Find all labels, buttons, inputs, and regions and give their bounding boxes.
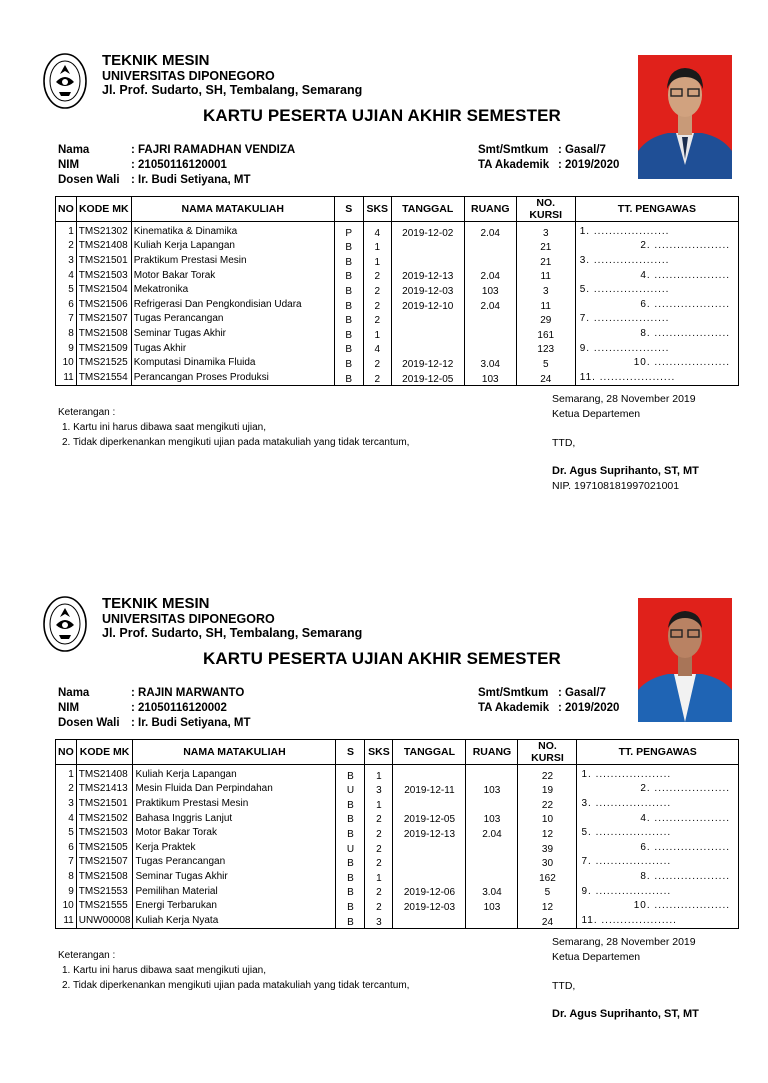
col-nama-matakuliah: Kuliah Kerja Lapangan bbox=[133, 765, 336, 782]
col-s: B bbox=[336, 884, 365, 899]
col-tanggal bbox=[393, 913, 466, 928]
col-no: 3 bbox=[56, 796, 77, 811]
col-sks: 2 bbox=[363, 312, 391, 327]
col-tanggal bbox=[391, 239, 464, 254]
col-nama-matakuliah: Motor Bakar Torak bbox=[131, 268, 334, 283]
col-nama-matakuliah: Praktikum Prestasi Mesin bbox=[133, 796, 336, 811]
col-kode-mk: TMS21507 bbox=[76, 312, 131, 327]
col-tt-pengawas: 5. .................... bbox=[577, 825, 739, 840]
col-sks: 1 bbox=[365, 796, 393, 811]
notes-title: Keterangan : bbox=[58, 407, 116, 418]
notes-title: Keterangan : bbox=[58, 950, 116, 961]
header-col-s: S bbox=[334, 197, 363, 222]
col-kode-mk: TMS21508 bbox=[76, 326, 131, 341]
col-tanggal bbox=[391, 253, 464, 268]
col-kode-mk: TMS21555 bbox=[76, 898, 133, 913]
col-s: B bbox=[334, 341, 363, 356]
col-tt-pengawas: 1. .................... bbox=[575, 222, 738, 239]
table-body bbox=[56, 765, 739, 929]
col-no-kursi: 22 bbox=[518, 796, 577, 811]
col-kode-mk: TMS21508 bbox=[76, 869, 133, 884]
col-nama-matakuliah: Bahasa Inggris Lanjut bbox=[133, 811, 336, 826]
sign-place-date: Semarang, 28 November 2019 bbox=[552, 936, 696, 948]
col-no: 7 bbox=[56, 312, 77, 327]
col-tt-pengawas: 2. .................... bbox=[575, 239, 738, 254]
sign-nip: NIP. 197108181997021001 bbox=[552, 480, 680, 492]
col-sks: 1 bbox=[363, 253, 391, 268]
col-s: B bbox=[334, 370, 363, 385]
col-no-kursi: 123 bbox=[516, 341, 575, 356]
col-kode-mk: UNW00008 bbox=[76, 913, 133, 928]
col-sks: 2 bbox=[365, 884, 393, 899]
university-name: UNIVERSITAS DIPONEGORO bbox=[102, 69, 275, 83]
col-sks: 1 bbox=[365, 869, 393, 884]
col-kode-mk: TMS21502 bbox=[76, 811, 133, 826]
col-s: B bbox=[334, 268, 363, 283]
col-no: 8 bbox=[56, 326, 77, 341]
col-no-kursi: 162 bbox=[518, 869, 577, 884]
student-photo bbox=[638, 598, 732, 722]
col-tt-pengawas: 7. .................... bbox=[575, 312, 738, 327]
university-address: Jl. Prof. Sudarto, SH, Tembalang, Semarang bbox=[102, 83, 363, 97]
academic-year-label: TA Akademik bbox=[478, 702, 550, 714]
col-ruang bbox=[464, 341, 516, 356]
col-sks: 3 bbox=[365, 913, 393, 928]
col-sks: 4 bbox=[363, 222, 391, 239]
header-col-ruang: RUANG bbox=[464, 197, 516, 222]
col-nama-matakuliah: Energi Terbarukan bbox=[133, 898, 336, 913]
col-sks: 4 bbox=[363, 341, 391, 356]
table-body bbox=[56, 222, 739, 386]
col-sks: 2 bbox=[365, 811, 393, 826]
col-tanggal: 2019-12-03 bbox=[393, 898, 466, 913]
col-ruang bbox=[466, 796, 518, 811]
col-sks: 2 bbox=[363, 355, 391, 370]
table-row bbox=[56, 239, 739, 254]
col-kode-mk: TMS21408 bbox=[76, 239, 131, 254]
col-tanggal: 2019-12-12 bbox=[391, 355, 464, 370]
col-no: 2 bbox=[56, 239, 77, 254]
col-ruang bbox=[466, 855, 518, 870]
col-nama-matakuliah: Perancangan Proses Produksi bbox=[131, 370, 334, 385]
table-row bbox=[56, 855, 739, 870]
nama-label: Nama bbox=[58, 687, 90, 699]
col-nama-matakuliah: Komputasi Dinamika Fluida bbox=[131, 355, 334, 370]
exam-card-2 bbox=[0, 543, 768, 1083]
col-nama-matakuliah: Tugas Perancangan bbox=[133, 855, 336, 870]
col-no-kursi: 12 bbox=[518, 898, 577, 913]
col-no-kursi: 10 bbox=[518, 811, 577, 826]
col-no-kursi: 22 bbox=[518, 765, 577, 782]
col-ruang: 103 bbox=[464, 282, 516, 297]
col-tanggal bbox=[393, 855, 466, 870]
col-no: 4 bbox=[56, 811, 77, 826]
col-kode-mk: TMS21504 bbox=[76, 282, 131, 297]
col-nama-matakuliah: Mekatronika bbox=[131, 282, 334, 297]
col-s: B bbox=[336, 796, 365, 811]
col-tt-pengawas: 6. .................... bbox=[577, 840, 739, 855]
col-no: 7 bbox=[56, 855, 77, 870]
col-nama-matakuliah: Kinematika & Dinamika bbox=[131, 222, 334, 239]
col-ruang: 103 bbox=[466, 782, 518, 797]
nama-value: : RAJIN MARWANTO bbox=[131, 687, 245, 699]
col-no-kursi: 5 bbox=[518, 884, 577, 899]
col-ruang bbox=[464, 326, 516, 341]
col-s: B bbox=[336, 825, 365, 840]
col-tanggal bbox=[391, 341, 464, 356]
col-kode-mk: TMS21506 bbox=[76, 297, 131, 312]
table-row bbox=[56, 370, 739, 385]
col-tt-pengawas: 5. .................... bbox=[575, 282, 738, 297]
col-no: 5 bbox=[56, 825, 77, 840]
col-tanggal bbox=[393, 840, 466, 855]
header-col-no-kursi: NO. KURSI bbox=[518, 740, 577, 765]
department-name: TEKNIK MESIN bbox=[102, 595, 210, 612]
university-seal-icon bbox=[42, 595, 88, 653]
table-row bbox=[56, 869, 739, 884]
sign-name: Dr. Agus Suprihanto, ST, MT bbox=[552, 465, 699, 477]
col-kode-mk: TMS21525 bbox=[76, 355, 131, 370]
nim-value: : 21050116120001 bbox=[131, 159, 227, 171]
col-kode-mk: TMS21408 bbox=[76, 765, 133, 782]
sign-ttd: TTD, bbox=[552, 437, 576, 449]
col-tanggal bbox=[393, 796, 466, 811]
header-col-tt-pengawas: TT. PENGAWAS bbox=[575, 197, 738, 222]
col-nama-matakuliah: Motor Bakar Torak bbox=[133, 825, 336, 840]
col-tanggal: 2019-12-05 bbox=[393, 811, 466, 826]
header-col-kode-mk: KODE MK bbox=[76, 197, 131, 222]
university-address: Jl. Prof. Sudarto, SH, Tembalang, Semarang bbox=[102, 626, 363, 640]
col-kode-mk: TMS21503 bbox=[76, 825, 133, 840]
col-no: 10 bbox=[56, 898, 77, 913]
col-s: U bbox=[336, 840, 365, 855]
semester-label: Smt/Smtkum bbox=[478, 144, 549, 156]
col-no-kursi: 11 bbox=[516, 297, 575, 312]
col-tt-pengawas: 9. .................... bbox=[577, 884, 739, 899]
col-ruang: 103 bbox=[464, 370, 516, 385]
col-tt-pengawas: 4. .................... bbox=[575, 268, 738, 283]
academic-year-value: : 2019/2020 bbox=[558, 702, 620, 714]
col-s: B bbox=[334, 297, 363, 312]
col-ruang bbox=[464, 312, 516, 327]
col-no-kursi: 3 bbox=[516, 222, 575, 239]
nama-label: Nama bbox=[58, 144, 90, 156]
course-table bbox=[55, 739, 739, 929]
col-no: 8 bbox=[56, 869, 77, 884]
col-tanggal: 2019-12-05 bbox=[391, 370, 464, 385]
col-nama-matakuliah: Seminar Tugas Akhir bbox=[133, 869, 336, 884]
col-ruang: 2.04 bbox=[466, 825, 518, 840]
col-ruang: 103 bbox=[466, 898, 518, 913]
table-row bbox=[56, 913, 739, 928]
col-s: B bbox=[336, 869, 365, 884]
note-2: 2. Tidak diperkenankan mengikuti ujian pada matakuliah yang tidak tercantum, bbox=[62, 437, 410, 448]
col-sks: 2 bbox=[363, 297, 391, 312]
col-ruang: 3.04 bbox=[464, 355, 516, 370]
col-s: B bbox=[334, 253, 363, 268]
department-name: TEKNIK MESIN bbox=[102, 52, 210, 69]
col-no-kursi: 21 bbox=[516, 253, 575, 268]
col-tt-pengawas: 4. .................... bbox=[577, 811, 739, 826]
academic-year-value: : 2019/2020 bbox=[558, 159, 620, 171]
col-s: U bbox=[336, 782, 365, 797]
nama-value: : FAJRI RAMADHAN VENDIZA bbox=[131, 144, 296, 156]
table-row bbox=[56, 782, 739, 797]
col-no-kursi: 161 bbox=[516, 326, 575, 341]
col-tanggal: 2019-12-11 bbox=[393, 782, 466, 797]
col-no: 1 bbox=[56, 222, 77, 239]
col-s: B bbox=[334, 239, 363, 254]
col-nama-matakuliah: Seminar Tugas Akhir bbox=[131, 326, 334, 341]
semester-value: : Gasal/7 bbox=[558, 144, 606, 156]
col-no: 5 bbox=[56, 282, 77, 297]
col-tanggal: 2019-12-13 bbox=[393, 825, 466, 840]
col-nama-matakuliah: Refrigerasi Dan Pengkondisian Udara bbox=[131, 297, 334, 312]
table-row bbox=[56, 898, 739, 913]
col-kode-mk: TMS21507 bbox=[76, 855, 133, 870]
header-col-sks: SKS bbox=[365, 740, 393, 765]
table-row bbox=[56, 253, 739, 268]
col-tanggal bbox=[393, 765, 466, 782]
col-ruang: 3.04 bbox=[466, 884, 518, 899]
table-row bbox=[56, 341, 739, 356]
col-kode-mk: TMS21413 bbox=[76, 782, 133, 797]
header-col-tt-pengawas: TT. PENGAWAS bbox=[577, 740, 739, 765]
header-col-ruang: RUANG bbox=[466, 740, 518, 765]
col-kode-mk: TMS21509 bbox=[76, 341, 131, 356]
col-no: 2 bbox=[56, 782, 77, 797]
col-kode-mk: TMS21302 bbox=[76, 222, 131, 239]
col-ruang bbox=[466, 869, 518, 884]
semester-label: Smt/Smtkum bbox=[478, 687, 549, 699]
col-tanggal bbox=[393, 869, 466, 884]
header-col-kode-mk: KODE MK bbox=[76, 740, 133, 765]
header-col-s: S bbox=[336, 740, 365, 765]
col-s: B bbox=[336, 765, 365, 782]
table-row bbox=[56, 884, 739, 899]
col-no-kursi: 19 bbox=[518, 782, 577, 797]
col-s: B bbox=[336, 855, 365, 870]
col-nama-matakuliah: Kuliah Kerja Nyata bbox=[133, 913, 336, 928]
col-tanggal: 2019-12-10 bbox=[391, 297, 464, 312]
nim-label: NIM bbox=[58, 702, 80, 714]
col-ruang bbox=[464, 253, 516, 268]
table-row bbox=[56, 282, 739, 297]
col-nama-matakuliah: Praktikum Prestasi Mesin bbox=[131, 253, 334, 268]
table-row bbox=[56, 825, 739, 840]
col-tt-pengawas: 8. .................... bbox=[577, 869, 739, 884]
col-tt-pengawas: 8. .................... bbox=[575, 326, 738, 341]
col-kode-mk: TMS21505 bbox=[76, 840, 133, 855]
col-s: P bbox=[334, 222, 363, 239]
col-ruang: 103 bbox=[466, 811, 518, 826]
card-title: KARTU PESERTA UJIAN AKHIR SEMESTER bbox=[203, 106, 561, 125]
col-tt-pengawas: 7. .................... bbox=[577, 855, 739, 870]
col-sks: 2 bbox=[365, 840, 393, 855]
col-s: B bbox=[336, 811, 365, 826]
col-tanggal bbox=[391, 312, 464, 327]
course-table bbox=[55, 196, 739, 386]
col-nama-matakuliah: Kuliah Kerja Lapangan bbox=[131, 239, 334, 254]
col-nama-matakuliah: Kerja Praktek bbox=[133, 840, 336, 855]
col-sks: 2 bbox=[363, 268, 391, 283]
table-row bbox=[56, 811, 739, 826]
col-ruang bbox=[466, 840, 518, 855]
table-row bbox=[56, 312, 739, 327]
col-tt-pengawas: 9. .................... bbox=[575, 341, 738, 356]
header-col-no: NO bbox=[56, 740, 77, 765]
col-nama-matakuliah: Pemilihan Material bbox=[133, 884, 336, 899]
col-nama-matakuliah: Mesin Fluida Dan Perpindahan bbox=[133, 782, 336, 797]
nim-value: : 21050116120002 bbox=[131, 702, 227, 714]
col-s: B bbox=[334, 282, 363, 297]
table-row bbox=[56, 326, 739, 341]
col-no: 6 bbox=[56, 297, 77, 312]
table-row bbox=[56, 765, 739, 782]
header-col-tanggal: TANGGAL bbox=[391, 197, 464, 222]
col-no-kursi: 5 bbox=[516, 355, 575, 370]
col-no: 11 bbox=[56, 913, 77, 928]
col-kode-mk: TMS21553 bbox=[76, 884, 133, 899]
student-photo bbox=[638, 55, 732, 179]
col-ruang: 2.04 bbox=[464, 297, 516, 312]
col-no-kursi: 21 bbox=[516, 239, 575, 254]
dosen-wali-label: Dosen Wali bbox=[58, 174, 120, 186]
col-s: B bbox=[336, 913, 365, 928]
col-no-kursi: 39 bbox=[518, 840, 577, 855]
col-tt-pengawas: 2. .................... bbox=[577, 782, 739, 797]
col-no: 1 bbox=[56, 765, 77, 782]
col-sks: 2 bbox=[363, 282, 391, 297]
col-tanggal bbox=[391, 326, 464, 341]
col-no-kursi: 3 bbox=[516, 282, 575, 297]
col-ruang bbox=[464, 239, 516, 254]
header-col-nama-matakuliah: NAMA MATAKULIAH bbox=[131, 197, 334, 222]
dosen-wali-value: : Ir. Budi Setiyana, MT bbox=[131, 174, 251, 186]
table-row bbox=[56, 222, 739, 239]
col-tanggal: 2019-12-06 bbox=[393, 884, 466, 899]
university-name: UNIVERSITAS DIPONEGORO bbox=[102, 612, 275, 626]
table-row bbox=[56, 268, 739, 283]
table-header-row bbox=[56, 740, 739, 765]
col-tanggal: 2019-12-02 bbox=[391, 222, 464, 239]
note-1: 1. Kartu ini harus dibawa saat mengikuti ujian, bbox=[62, 422, 267, 433]
col-nama-matakuliah: Tugas Akhir bbox=[131, 341, 334, 356]
university-seal-icon bbox=[42, 52, 88, 110]
note-2: 2. Tidak diperkenankan mengikuti ujian pada matakuliah yang tidak tercantum, bbox=[62, 980, 410, 991]
col-no: 9 bbox=[56, 884, 77, 899]
header-col-tanggal: TANGGAL bbox=[393, 740, 466, 765]
table-row bbox=[56, 840, 739, 855]
col-s: B bbox=[336, 898, 365, 913]
col-ruang: 2.04 bbox=[464, 268, 516, 283]
header-col-sks: SKS bbox=[363, 197, 391, 222]
col-no: 4 bbox=[56, 268, 77, 283]
col-s: B bbox=[334, 326, 363, 341]
sign-place-date: Semarang, 28 November 2019 bbox=[552, 393, 696, 405]
col-no: 11 bbox=[56, 370, 77, 385]
col-tt-pengawas: 3. .................... bbox=[575, 253, 738, 268]
semester-value: : Gasal/7 bbox=[558, 687, 606, 699]
sign-ttd: TTD, bbox=[552, 980, 576, 992]
header-col-no: NO bbox=[56, 197, 77, 222]
col-sks: 2 bbox=[363, 370, 391, 385]
dosen-wali-label: Dosen Wali bbox=[58, 717, 120, 729]
col-kode-mk: TMS21501 bbox=[76, 796, 133, 811]
col-tt-pengawas: 3. .................... bbox=[577, 796, 739, 811]
col-no-kursi: 24 bbox=[518, 913, 577, 928]
note-1: 1. Kartu ini harus dibawa saat mengikuti ujian, bbox=[62, 965, 267, 976]
col-tt-pengawas: 11. .................... bbox=[575, 370, 738, 385]
col-no: 3 bbox=[56, 253, 77, 268]
col-nama-matakuliah: Tugas Perancangan bbox=[131, 312, 334, 327]
sign-role: Ketua Departemen bbox=[552, 408, 641, 420]
col-no: 6 bbox=[56, 840, 77, 855]
col-sks: 2 bbox=[365, 855, 393, 870]
col-tt-pengawas: 1. .................... bbox=[577, 765, 739, 782]
col-no-kursi: 24 bbox=[516, 370, 575, 385]
col-tanggal: 2019-12-13 bbox=[391, 268, 464, 283]
col-sks: 1 bbox=[363, 326, 391, 341]
col-ruang: 2.04 bbox=[464, 222, 516, 239]
table-header-row bbox=[56, 197, 739, 222]
table-row bbox=[56, 297, 739, 312]
card-title: KARTU PESERTA UJIAN AKHIR SEMESTER bbox=[203, 649, 561, 668]
col-kode-mk: TMS21503 bbox=[76, 268, 131, 283]
col-sks: 3 bbox=[365, 782, 393, 797]
academic-year-label: TA Akademik bbox=[478, 159, 550, 171]
col-s: B bbox=[334, 355, 363, 370]
col-ruang bbox=[466, 765, 518, 782]
col-no-kursi: 11 bbox=[516, 268, 575, 283]
col-tanggal: 2019-12-03 bbox=[391, 282, 464, 297]
header-col-no-kursi: NO. KURSI bbox=[516, 197, 575, 222]
dosen-wali-value: : Ir. Budi Setiyana, MT bbox=[131, 717, 251, 729]
col-kode-mk: TMS21501 bbox=[76, 253, 131, 268]
col-tt-pengawas: 11. .................... bbox=[577, 913, 739, 928]
col-tt-pengawas: 6. .................... bbox=[575, 297, 738, 312]
col-sks: 2 bbox=[365, 898, 393, 913]
col-tt-pengawas: 10. .................... bbox=[577, 898, 739, 913]
col-no-kursi: 30 bbox=[518, 855, 577, 870]
col-sks: 1 bbox=[365, 765, 393, 782]
sign-role: Ketua Departemen bbox=[552, 951, 641, 963]
col-sks: 2 bbox=[365, 825, 393, 840]
col-no-kursi: 12 bbox=[518, 825, 577, 840]
col-s: B bbox=[334, 312, 363, 327]
col-sks: 1 bbox=[363, 239, 391, 254]
nim-label: NIM bbox=[58, 159, 80, 171]
table-row bbox=[56, 796, 739, 811]
sign-name: Dr. Agus Suprihanto, ST, MT bbox=[552, 1008, 699, 1020]
col-no: 10 bbox=[56, 355, 77, 370]
exam-card-1 bbox=[0, 0, 768, 540]
col-ruang bbox=[466, 913, 518, 928]
header-col-nama-matakuliah: NAMA MATAKULIAH bbox=[133, 740, 336, 765]
col-no: 9 bbox=[56, 341, 77, 356]
table-row bbox=[56, 355, 739, 370]
col-tt-pengawas: 10. .................... bbox=[575, 355, 738, 370]
col-no-kursi: 29 bbox=[516, 312, 575, 327]
col-kode-mk: TMS21554 bbox=[76, 370, 131, 385]
